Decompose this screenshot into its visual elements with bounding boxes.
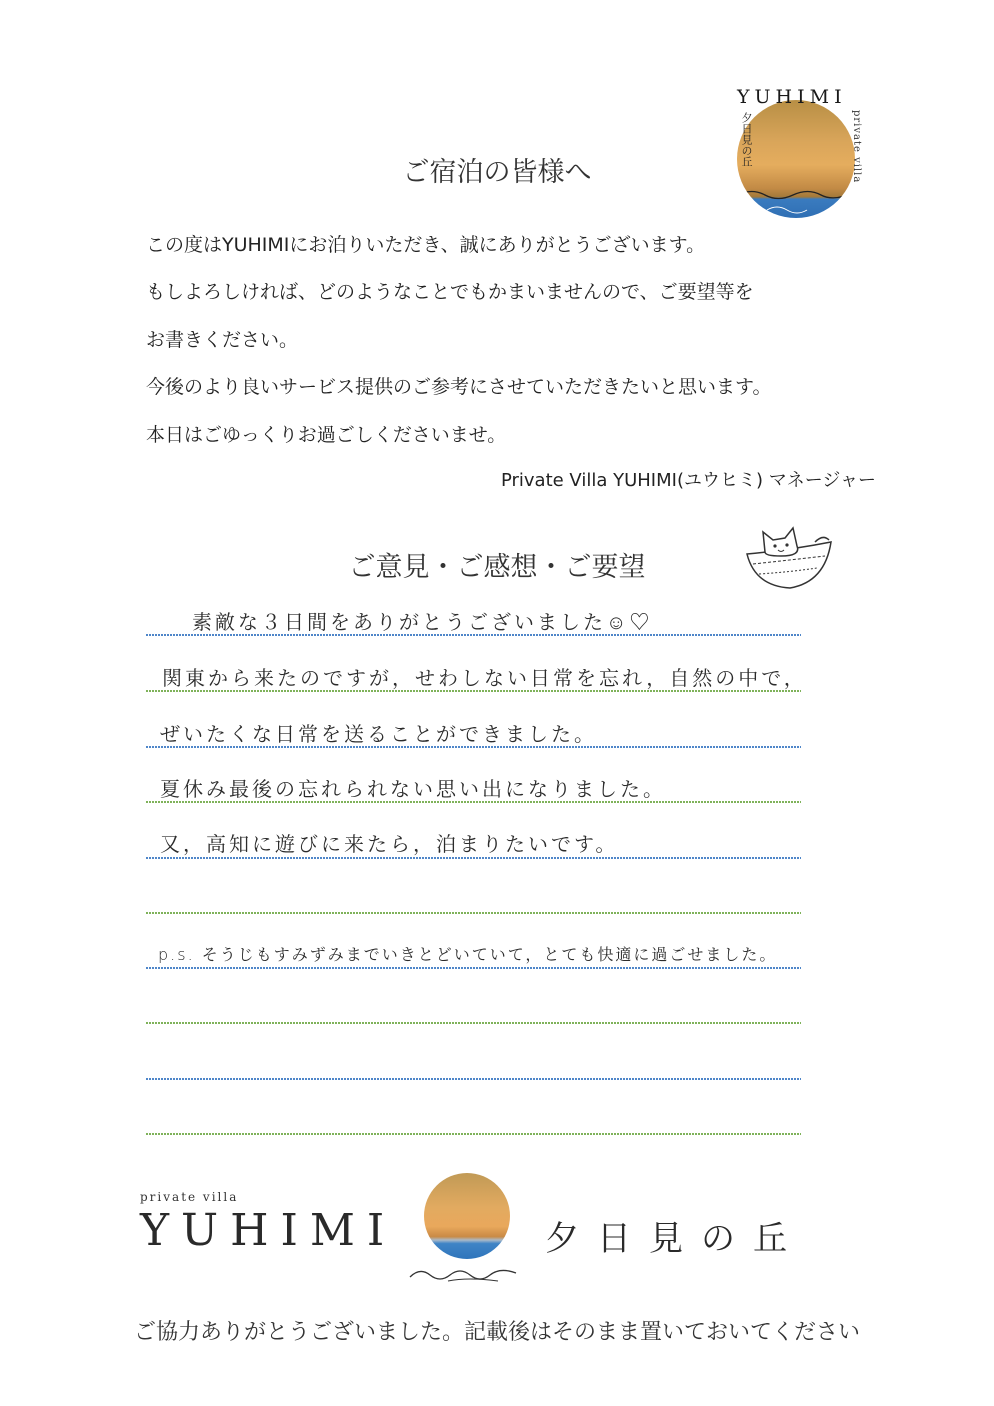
- intro-line-3: お書きください。: [146, 329, 299, 351]
- ruled-line-8: [146, 1022, 801, 1024]
- cat-in-bowl-icon: [745, 522, 835, 592]
- intro-line-1: この度はYUHIMIにお泊りいただき、誠にありがとうございます。: [146, 234, 706, 256]
- intro-line-4: 今後のより良いサービス提供のご参考にさせていただきたいと思います。: [146, 376, 772, 398]
- bottom-logo-brand: YUHIMI: [140, 1205, 397, 1256]
- wave-icon: [408, 1263, 528, 1285]
- intro-line-2: もしよろしければ、どのようなことでもかまいませんので、ご要望等を: [146, 281, 754, 303]
- ruled-line-10: [146, 1133, 801, 1135]
- bottom-sunset-icon: [424, 1173, 510, 1259]
- handwritten-line-1: 素敵な３日間をありがとうございました☺♡: [192, 610, 653, 634]
- intro-line-5: 本日はごゆっくりお過ごしくださいませ。: [146, 424, 507, 446]
- page-title: ご宿泊の皆様へ: [402, 157, 592, 188]
- logo-brand-text: YUHIMI: [737, 86, 847, 108]
- bottom-logo-jp: 夕日見の丘: [545, 1219, 805, 1259]
- handwritten-line-2: 関東から来たのですが，せわしない日常を忘れ，自然の中で，: [162, 666, 807, 690]
- handwritten-line-7: p.s. そうじもすみずみまでいきとどいていて，とても快適に過ごせました。: [158, 945, 778, 964]
- ruled-line-7: [146, 967, 801, 969]
- yuhimi-top-logo: [735, 82, 860, 212]
- bottom-logo-small: private villa: [140, 1190, 239, 1204]
- feedback-title: ご意見・ご感想・ご要望: [348, 552, 646, 583]
- handwritten-line-5: 又，高知に遊びに来たら，泊まりたいです。: [160, 832, 619, 856]
- ruled-line-5: [146, 857, 801, 859]
- logo-vertical-en: private villa: [851, 110, 862, 184]
- footer-message: ご協力ありがとうございました。記載後はそのまま置いておいてください: [133, 1320, 860, 1345]
- handwritten-line-4: 夏休み最後の忘れられない思い出になりました。: [160, 777, 666, 801]
- ruled-line-6: [146, 912, 801, 914]
- yuhimi-bottom-logo: [140, 1175, 860, 1295]
- handwritten-line-3: ぜいたくな日常を送ることができました。: [160, 722, 597, 746]
- ruled-line-9: [146, 1078, 801, 1080]
- logo-vertical-jp: 夕日見の丘: [740, 112, 753, 167]
- manager-signature: Private Villa YUHIMI(ユウヒミ) マネージャー: [500, 470, 876, 491]
